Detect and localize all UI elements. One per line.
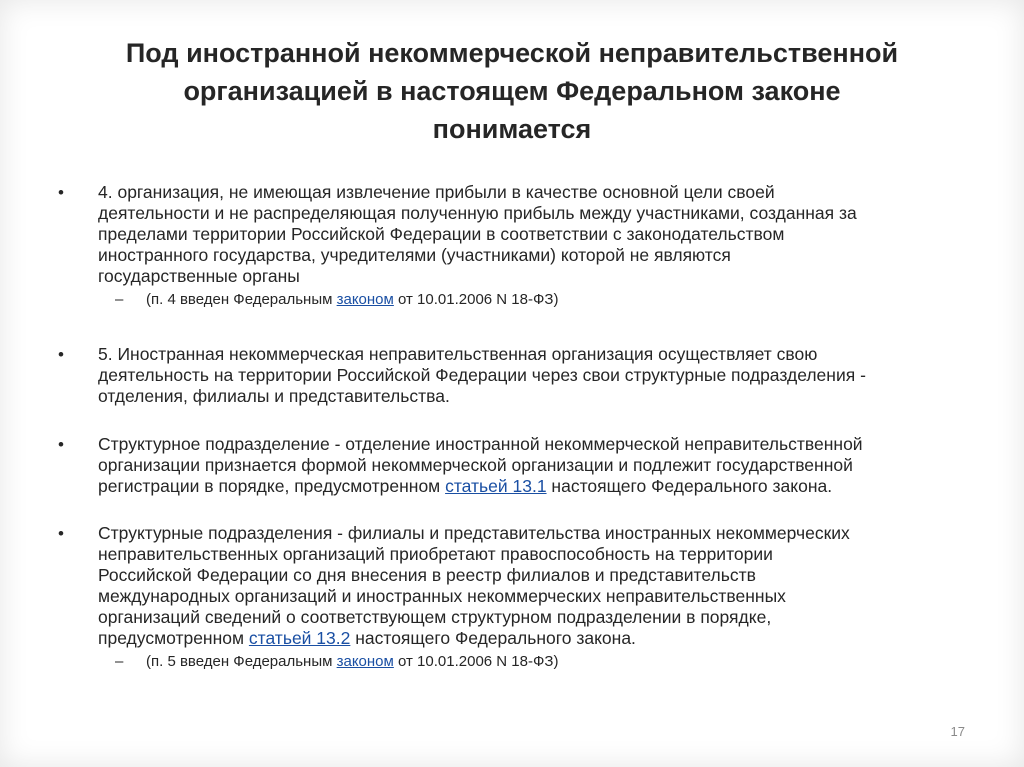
note-text: (п. 5 введен Федеральным [146, 653, 337, 670]
bullet-item [58, 344, 968, 407]
slide-title [40, 34, 984, 148]
bullet-marker: • [58, 345, 64, 364]
bullet-text: предусмотренном [98, 628, 249, 648]
bullet-text-line: иностранного государства, учредителями (участниками) которой не являются [98, 245, 731, 265]
bullet-text-line [98, 628, 968, 649]
dash-marker: – [115, 653, 124, 670]
bullet-text-line [98, 476, 968, 497]
article-13-2-link[interactable]: статьей 13.2 [248, 628, 351, 648]
bullet-text-line: организаций сведений о соответствующем структурном подразделении в порядке, [98, 607, 772, 627]
bullet-text: настоящего Федерального закона. [350, 628, 636, 648]
law-link[interactable]: законом [336, 653, 394, 670]
bullet-text-line: отделения, филиалы и представительства. [98, 386, 450, 406]
bullet-marker: • [58, 524, 64, 543]
title-line: организацией в настоящем Федеральном законе [183, 76, 841, 106]
page-number: 17 [950, 724, 965, 739]
note-text: (п. 4 введен Федеральным [146, 291, 337, 308]
bullet-text-line: международных организаций и иностранных некоммерческих неправительственных [98, 586, 786, 606]
bullet-text-line: деятельности и не распределяющая полученную прибыль между участниками, созданная за [98, 203, 857, 223]
bullet-text-line: неправительственных организаций приобретают правоспособность на территории [98, 544, 773, 564]
bullet-item [58, 182, 968, 287]
law-link[interactable]: законом [336, 291, 394, 308]
note-text: от 10.01.2006 N 18-ФЗ) [393, 653, 559, 670]
bullet-item [58, 434, 968, 497]
bullet-text-line: организации признается формой некоммерческой организации и подлежит государственной [98, 455, 853, 475]
dash-marker: – [115, 291, 124, 308]
article-13-1-link[interactable]: статьей 13.1 [445, 476, 547, 496]
bullet-marker: • [58, 435, 64, 454]
slide-content [58, 182, 968, 672]
bullet-text: настоящего Федерального закона. [546, 476, 833, 496]
title-line: понимается [432, 114, 592, 144]
sub-note [58, 290, 968, 310]
bullet-text-line: 5. Иностранная некоммерческая неправительственная организация осуществляет свою [98, 344, 818, 364]
bullet-text: регистрации в порядке, предусмотренном [98, 476, 446, 496]
bullet-text-line: Российской Федерации со дня внесения в реестр филиалов и представительств [98, 565, 756, 585]
bullet-text-line: государственные органы [98, 266, 300, 286]
bullet-text-line: Структурное подразделение - отделение иностранной некоммерческой неправительственной [98, 434, 863, 454]
bullet-text-line: Структурные подразделения - филиалы и представительства иностранных некоммерческих [98, 523, 850, 543]
bullet-text-line: деятельность на территории Российской Федерации через свои структурные подразделения - [98, 365, 866, 385]
note-text: от 10.01.2006 N 18-ФЗ) [393, 291, 559, 308]
bullet-item [58, 523, 968, 649]
bullet-text-line: пределами территории Российской Федерации в соответствии с законодательством [98, 224, 785, 244]
title-line: Под иностранной некоммерческой неправительственной [125, 38, 899, 68]
sub-note [58, 652, 968, 672]
bullet-marker: • [58, 183, 64, 202]
bullet-text-line: 4. организация, не имеющая извлечение прибыли в качестве основной цели своей [98, 182, 775, 202]
